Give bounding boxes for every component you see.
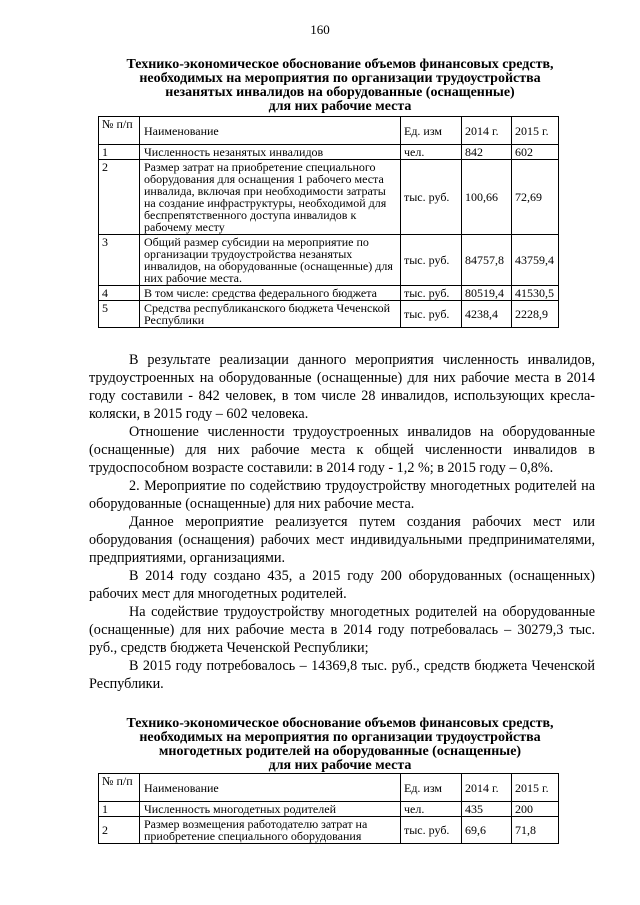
section2-table [98,773,559,844]
header-num: № п/п [99,774,140,802]
section1-title-line: для них рабочие места [268,99,412,114]
row-num: 2 [99,817,140,844]
section1-table [98,116,559,328]
section2-title-line: многодетных родителей на оборудованные (оснащенные) [158,744,522,759]
row-2015: 72,69 [512,160,559,235]
section1-title [90,58,590,114]
row-num: 3 [99,235,140,286]
row-2015: 200 [512,802,559,817]
section1-title-line: незанятых инвалидов на оборудованные (оснащенные) [165,85,515,100]
row-2015: 602 [512,145,559,160]
row-num: 5 [99,301,140,328]
row-unit: чел. [401,802,462,817]
row-name: Размер возмещения работодателю затрат на приобретение специального оборудования [140,817,401,844]
section2-title-line: для них рабочие места [268,758,412,773]
header-2014: 2014 г. [462,117,512,145]
row-2015: 71,8 [512,817,559,844]
row-num: 1 [99,145,140,160]
paragraph: В результате реализации данного мероприятия численность инвалидов, трудоустроенных на оборудованные (оснащенные) для них рабочие места в 2014 году составили - 842 человек, в том числе 28 инвалидов, использующих кресла-коляски, в 2015 году – 602 человека. [89,352,595,422]
row-2015: 2228,9 [512,301,559,328]
row-unit: тыс. руб. [401,817,462,844]
row-unit: тыс. руб. [401,301,462,328]
header-2014: 2014 г. [462,774,512,802]
row-unit: тыс. руб. [401,160,462,235]
table-row [99,235,559,286]
row-unit: чел. [401,145,462,160]
row-2015: 43759,4 [512,235,559,286]
row-name: Общий размер субсидии на мероприятие по организации трудоустройства незанятых инвалидов, на оборудованные (оснащенные) для них рабочие места. [140,235,401,286]
row-2014: 4238,4 [462,301,512,328]
paragraph: В 2015 году потребовалось – 14369,8 тыс. руб., средств бюджета Чеченской Республики. [89,658,595,692]
header-name: Наименование [140,774,401,802]
row-2015: 41530,5 [512,286,559,301]
row-name: Размер затрат на приобретение специального оборудования для оснащения 1 рабочего места инвалида, включая при необходимости затраты на создание инфраструктуры, необходимой для беспрепятственного доступа инвалидов к рабочему месту [140,160,401,235]
paragraph: На содействие трудоустройству многодетных родителей на оборудованные (оснащенные) для них рабочие места в 2014 году потребовалась – 30279,3 тыс. руб., средств бюджета Чеченской Республики; [89,604,595,656]
row-unit: тыс. руб. [401,235,462,286]
row-num: 1 [99,802,140,817]
row-2014: 435 [462,802,512,817]
body-text [89,351,595,693]
row-unit: тыс. руб. [401,286,462,301]
row-num: 4 [99,286,140,301]
row-2014: 80519,4 [462,286,512,301]
paragraph: Данное мероприятие реализуется путем создания рабочих мест или оборудования (оснащения) рабочих мест индивидуальными предпринимателями, предприятиями, организациями. [89,514,595,566]
page-number: 160 [310,22,330,37]
table-header-row [99,774,559,802]
table-row [99,817,559,844]
table-row [99,145,559,160]
row-name: Численность незанятых инвалидов [140,145,401,160]
header-name: Наименование [140,117,401,145]
table-row [99,286,559,301]
row-name: Численность многодетных родителей [140,802,401,817]
table-row [99,802,559,817]
row-name: В том числе: средства федерального бюджета [140,286,401,301]
header-2015: 2015 г. [512,117,559,145]
section2-title-line: необходимых на мероприятия по организации трудоустройства [139,730,541,745]
row-name: Средства республиканского бюджета Чеченской Республики [140,301,401,328]
header-num: № п/п [99,117,140,145]
section1-title-line: необходимых на мероприятия по организации трудоустройства [139,71,541,86]
table-row [99,301,559,328]
table-row [99,160,559,235]
row-num: 2 [99,160,140,235]
header-unit: Ед. изм [401,117,462,145]
section1-title-line: Технико-экономическое обоснование объемов финансовых средств, [126,57,554,72]
table-header-row [99,117,559,145]
row-2014: 842 [462,145,512,160]
header-unit: Ед. изм [401,774,462,802]
header-2015: 2015 г. [512,774,559,802]
row-2014: 69,6 [462,817,512,844]
paragraph: В 2014 году создано 435, а 2015 году 200 оборудованных (оснащенных) рабочих мест для многодетных родителей. [89,568,595,602]
paragraph: 2. Мероприятие по содействию трудоустройству многодетных родителей на оборудованные (оснащенные) для них рабочие места. [89,478,595,512]
section2-title-line: Технико-экономическое обоснование объемов финансовых средств, [126,716,554,731]
row-2014: 100,66 [462,160,512,235]
paragraph: Отношение численности трудоустроенных инвалидов на оборудованные (оснащенные) для них рабочие места к общей численности инвалидов в трудоспособном возрасте составили: в 2014 году - 1,2 %; в 2015 году – 0,8%. [89,424,595,476]
row-2014: 84757,8 [462,235,512,286]
section2-title [90,717,590,773]
